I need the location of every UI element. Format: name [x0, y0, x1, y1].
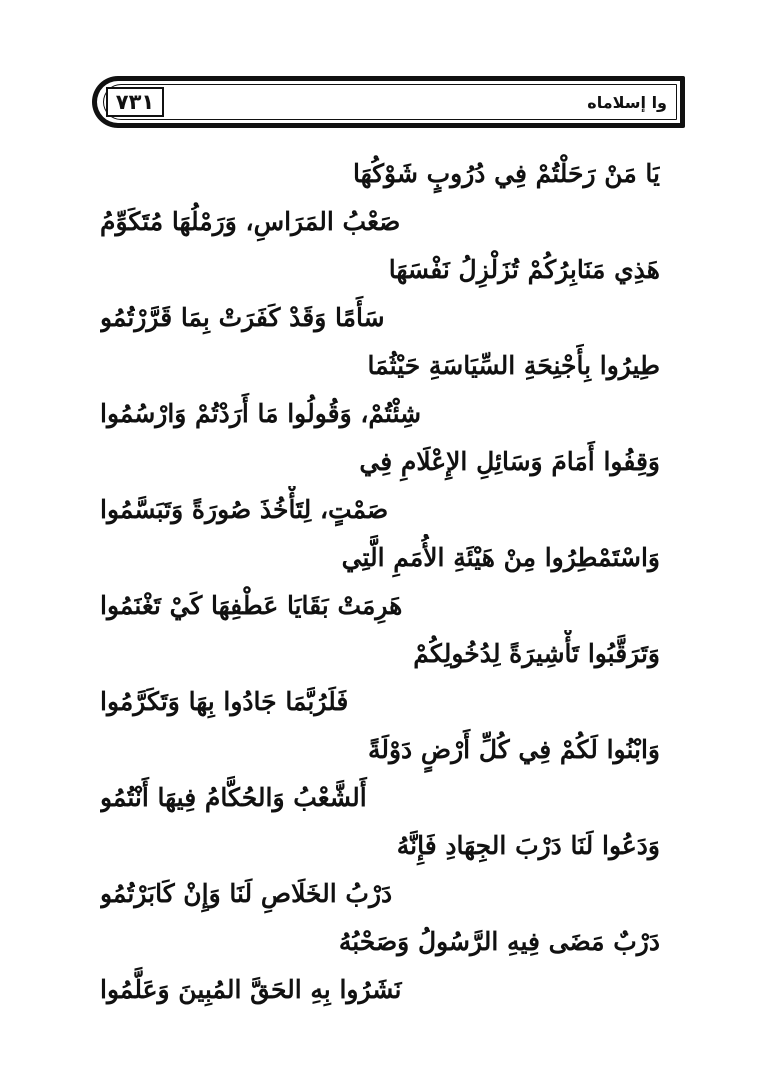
- verse-text: وَتَرَقَّبُوا تَأْشِيرَةً لِدُخُولِكُمْ: [413, 639, 660, 668]
- running-title: وا إسلاماه: [587, 92, 667, 112]
- verse-line: [100, 918, 660, 966]
- page-number: ٧٣١: [106, 87, 164, 117]
- verse-line: [100, 342, 660, 390]
- verse-line: [100, 822, 660, 870]
- verse-line: [100, 678, 660, 726]
- verse-line: [100, 774, 660, 822]
- verse-line: [100, 870, 660, 918]
- verse-text: دَرْبُ الخَلَاصِ لَنَا وَإِنْ كَابَرْتُمُو: [100, 879, 393, 908]
- verse-text: طِيرُوا بِأَجْنِحَةِ السِّيَاسَةِ حَيْثُمَا: [367, 351, 660, 380]
- verse-line: [100, 198, 660, 246]
- verse-text: وَاسْتَمْطِرُوا مِنْ هَيْئَةِ الأُمَمِ الَّتِي: [341, 543, 660, 572]
- verse-text: هَذِي مَنَابِرُكُمْ تُزَلْزِلُ نَفْسَهَا: [388, 255, 660, 284]
- verse-text: هَرِمَتْ بَقَايَا عَطْفِهَا كَيْ تَغْنَمُوا: [100, 591, 403, 620]
- verse-line: [100, 726, 660, 774]
- verse-text: صَمْتٍ، لِتَأْخُذَ صُورَةً وَتَبَسَّمُوا: [100, 495, 389, 524]
- verse-line: [100, 582, 660, 630]
- verse-text: أَلشَّعْبُ وَالحُكَّامُ فِيهَا أَنْتُمُو: [100, 783, 367, 812]
- verse-text: وَقِفُوا أَمَامَ وَسَائِلِ الإِعْلَامِ فِي: [359, 447, 660, 476]
- verse-line: [100, 630, 660, 678]
- verse-line: [100, 246, 660, 294]
- verse-line: [100, 294, 660, 342]
- poem-body: [100, 150, 660, 1014]
- verse-line: [100, 390, 660, 438]
- verse-text: نَشَرُوا بِهِ الحَقَّ المُبِينَ وَعَلَّمُوا: [100, 975, 402, 1004]
- verse-line: [100, 150, 660, 198]
- verse-text: دَرْبٌ مَضَى فِيهِ الرَّسُولُ وَصَحْبُهُ: [338, 927, 660, 956]
- verse-line: [100, 966, 660, 1014]
- verse-text: وَابْنُوا لَكُمْ فِي كُلِّ أَرْضٍ دَوْلَةً: [367, 735, 660, 764]
- verse-text: فَلَرُبَّمَا جَادُوا بِهَا وَتَكَرَّمُوا: [100, 687, 349, 716]
- verse-text: يَا مَنْ رَحَلْتُمْ فِي دُرُوبٍ شَوْكُهَا: [352, 159, 660, 188]
- verse-line: [100, 438, 660, 486]
- verse-text: شِئْتُمْ، وَقُولُوا مَا أَرَدْتُمْ وَارْسُمُوا: [100, 399, 422, 428]
- verse-text: صَعْبُ المَرَاسِ، وَرَمْلُهَا مُتَكَوِّمُ: [100, 207, 401, 236]
- verse-text: سَأَمًا وَقَدْ كَفَرَتْ بِمَا قَرَّرْتُمُو: [100, 303, 385, 332]
- verse-line: [100, 534, 660, 582]
- verse-text: وَدَعُوا لَنَا دَرْبَ الجِهَادِ فَإِنَّهُ: [396, 831, 660, 860]
- verse-line: [100, 486, 660, 534]
